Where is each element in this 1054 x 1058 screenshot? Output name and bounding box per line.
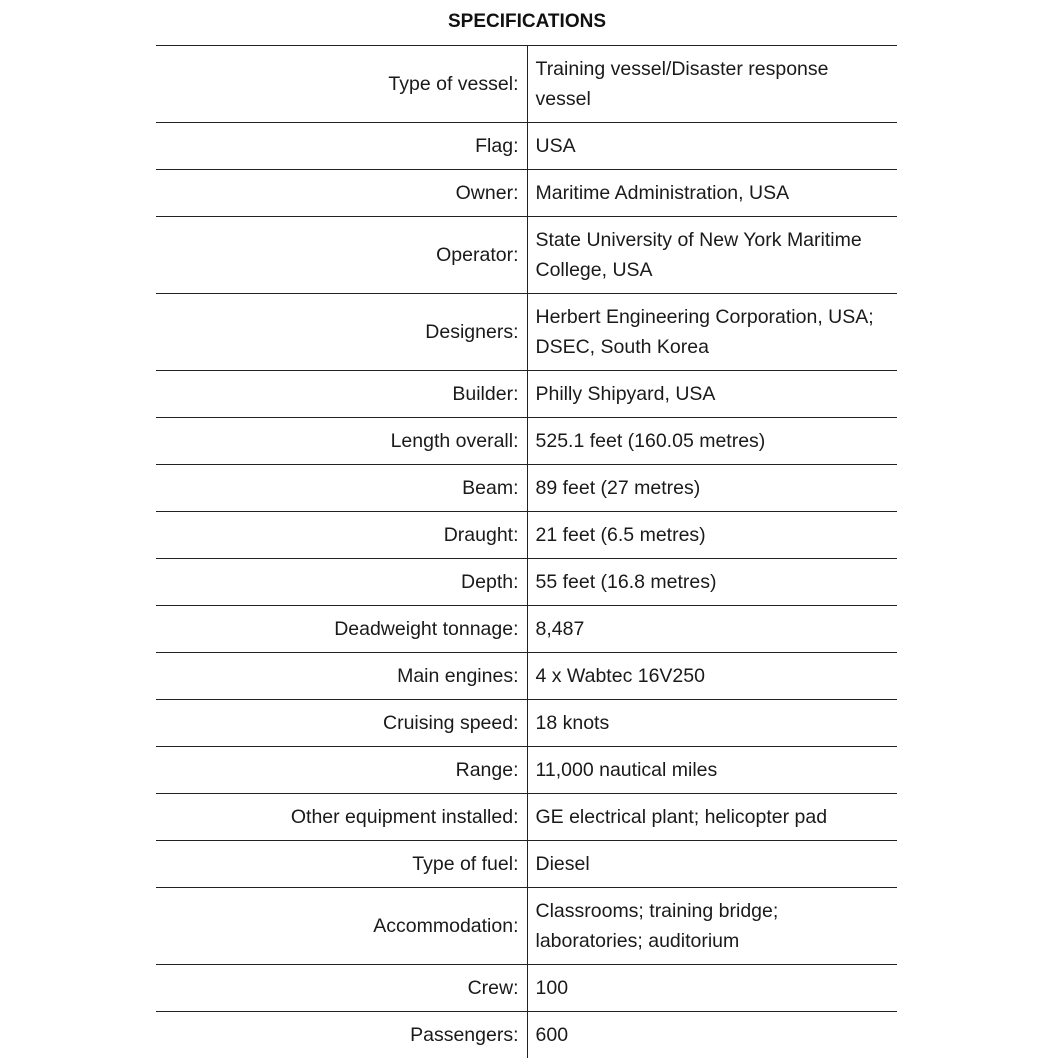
page-title: SPECIFICATIONS [0, 10, 1054, 34]
row-label: Type of vessel: [156, 46, 527, 123]
row-label: Deadweight tonnage: [156, 606, 527, 653]
row-value: 100 [527, 965, 897, 1012]
row-label: Flag: [156, 123, 527, 170]
table-row [156, 371, 897, 418]
row-value: Classrooms; training bridge; laboratories; auditorium [527, 888, 897, 965]
row-value: 18 knots [527, 700, 897, 747]
row-value: Herbert Engineering Corporation, USA; DSEC, South Korea [527, 294, 897, 371]
table-row [156, 559, 897, 606]
table-row [156, 794, 897, 841]
table-row [156, 747, 897, 794]
table-row [156, 465, 897, 512]
row-value: GE electrical plant; helicopter pad [527, 794, 897, 841]
table-row [156, 606, 897, 653]
row-label: Crew: [156, 965, 527, 1012]
table-row [156, 170, 897, 217]
row-label: Beam: [156, 465, 527, 512]
specifications-table [156, 45, 897, 1058]
table-row [156, 217, 897, 294]
table-row [156, 294, 897, 371]
row-value: 11,000 nautical miles [527, 747, 897, 794]
table-row [156, 46, 897, 123]
row-value: 525.1 feet (160.05 metres) [527, 418, 897, 465]
row-label: Passengers: [156, 1012, 527, 1058]
row-label: Designers: [156, 294, 527, 371]
row-value: Maritime Administration, USA [527, 170, 897, 217]
row-value: Training vessel/Disaster response vessel [527, 46, 897, 123]
row-label: Range: [156, 747, 527, 794]
row-value: 8,487 [527, 606, 897, 653]
table-row [156, 888, 897, 965]
row-label: Main engines: [156, 653, 527, 700]
table-row [156, 965, 897, 1012]
row-value: 4 x Wabtec 16V250 [527, 653, 897, 700]
row-value: Philly Shipyard, USA [527, 371, 897, 418]
table-row [156, 512, 897, 559]
row-label: Draught: [156, 512, 527, 559]
row-label: Builder: [156, 371, 527, 418]
row-label: Type of fuel: [156, 841, 527, 888]
row-label: Owner: [156, 170, 527, 217]
row-label: Depth: [156, 559, 527, 606]
row-label: Operator: [156, 217, 527, 294]
row-value: 89 feet (27 metres) [527, 465, 897, 512]
row-label: Accommodation: [156, 888, 527, 965]
table-row [156, 418, 897, 465]
row-value: 600 [527, 1012, 897, 1058]
row-label: Length overall: [156, 418, 527, 465]
row-value: 21 feet (6.5 metres) [527, 512, 897, 559]
row-value: Diesel [527, 841, 897, 888]
table-row [156, 1012, 897, 1058]
row-value: State University of New York Maritime College, USA [527, 217, 897, 294]
row-value: 55 feet (16.8 metres) [527, 559, 897, 606]
table-row [156, 653, 897, 700]
table-row [156, 123, 897, 170]
table-row [156, 700, 897, 747]
row-label: Other equipment installed: [156, 794, 527, 841]
row-label: Cruising speed: [156, 700, 527, 747]
row-value: USA [527, 123, 897, 170]
table-row [156, 841, 897, 888]
